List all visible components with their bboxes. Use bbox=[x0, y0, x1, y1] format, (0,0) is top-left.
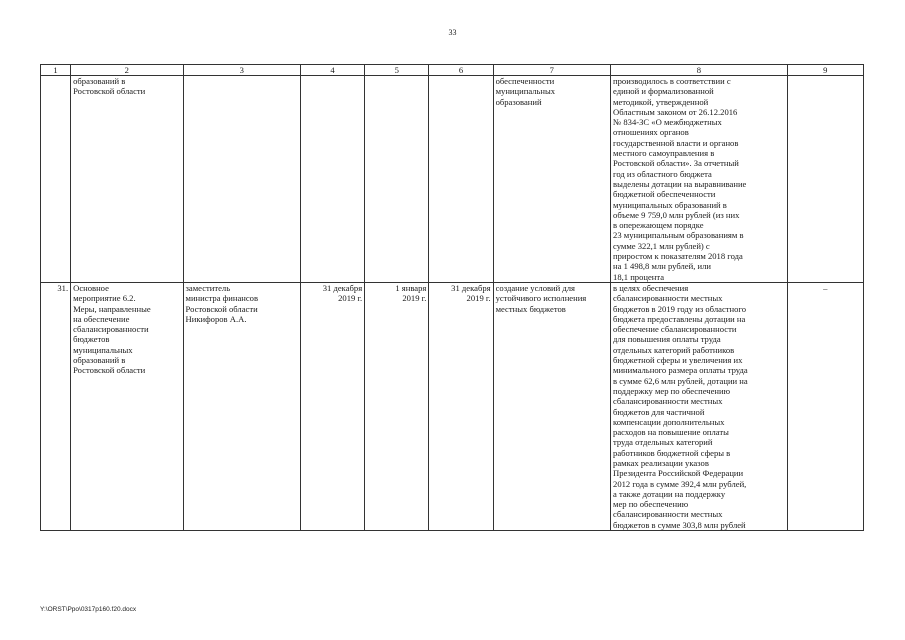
text-line: расходов на повышение оплаты bbox=[613, 427, 729, 438]
text-line: труда отдельных категорий bbox=[613, 437, 713, 448]
text-line: отдельных категорий работников bbox=[613, 344, 735, 355]
text-line: Президента Российской Федерации bbox=[613, 468, 744, 479]
column-header: 2 bbox=[71, 65, 183, 76]
column-header: 4 bbox=[300, 65, 364, 76]
text-line: сбалансированности местных bbox=[613, 396, 723, 407]
text-line: образований в bbox=[73, 76, 126, 86]
column-header: 3 bbox=[183, 65, 300, 76]
text-line: 2019 г. bbox=[402, 293, 427, 304]
column-header: 8 bbox=[611, 65, 788, 76]
text-line: бюджета предоставлены дотации на bbox=[613, 313, 746, 324]
cell-date-start bbox=[365, 76, 429, 283]
text-line: муниципальных bbox=[495, 86, 556, 97]
text-line: работников бюджетной сферы в bbox=[613, 447, 731, 458]
cell-expected-result bbox=[493, 76, 610, 283]
text-line: Основное bbox=[73, 282, 109, 293]
text-line: 31 декабря bbox=[322, 282, 363, 293]
text-line: местных бюджетов bbox=[495, 303, 566, 314]
text-line: бюджетов в сумме 303,8 млн рублей bbox=[613, 519, 746, 530]
text-line: в опережающем порядке bbox=[613, 220, 704, 231]
text-line: единой и формализованной bbox=[613, 86, 714, 97]
text-line: 31 декабря bbox=[451, 282, 491, 293]
text-line: Никифоров А.А. bbox=[185, 313, 247, 324]
cell-activity-name bbox=[71, 76, 183, 283]
text-line: в сумме 62,6 млн рублей, дотации на bbox=[613, 375, 748, 386]
report-table bbox=[40, 64, 864, 531]
text-line: бюджетов bbox=[73, 334, 110, 345]
text-line: мероприятие 6.2. bbox=[73, 293, 136, 304]
text-line: устойчивого исполнения bbox=[495, 293, 587, 304]
text-line: сумме 322,1 млн рублей) с bbox=[613, 240, 710, 251]
text-line: заместитель bbox=[185, 282, 231, 293]
text-line: бюджетов для частичной bbox=[613, 406, 705, 417]
column-header: 9 bbox=[787, 65, 863, 76]
text-line: 1 января bbox=[395, 282, 427, 293]
text-line: министра финансов bbox=[185, 293, 259, 304]
text-line: 2012 года в сумме 392,4 млн рублей, bbox=[613, 478, 747, 489]
text-line: для повышения оплаты труда bbox=[613, 334, 721, 345]
cell-responsible bbox=[183, 282, 300, 530]
text-line: бюджетной сферы и увеличения их bbox=[613, 355, 743, 366]
text-line: выделены дотации на выравнивание bbox=[613, 178, 747, 189]
cell-date-end bbox=[429, 76, 493, 283]
cell-note bbox=[787, 76, 863, 283]
text-line: образований в bbox=[73, 355, 126, 366]
text-line: производилось в соответствии с bbox=[613, 76, 731, 86]
text-line: приростом к показателям 2018 года bbox=[613, 251, 743, 262]
text-line: 18,1 процента bbox=[613, 271, 665, 282]
text-line: год из областного бюджета bbox=[613, 168, 712, 179]
text-line: в целях обеспечения bbox=[613, 282, 689, 293]
text-line: № 834-ЗС «О межбюджетных bbox=[613, 117, 722, 128]
text-line: бюджетов в 2019 году из областного bbox=[613, 303, 747, 314]
cell-date-plan bbox=[300, 282, 364, 530]
text-line: 2019 г. bbox=[338, 293, 363, 304]
text-line: муниципальных образований в bbox=[613, 199, 727, 210]
text-line: объеме 9 759,0 млн рублей (из них bbox=[613, 209, 740, 220]
text-line: сбалансированности местных bbox=[613, 293, 723, 304]
text-line: Ростовской области bbox=[73, 86, 146, 97]
column-header: 1 bbox=[41, 65, 71, 76]
cell-date-end bbox=[429, 282, 493, 530]
text-line: 23 муниципальным образованиям в bbox=[613, 230, 744, 241]
text-line: местного самоуправления в bbox=[613, 148, 715, 159]
table-row bbox=[41, 76, 864, 283]
text-line: рамках реализации указов bbox=[613, 457, 709, 468]
cell-actual-result bbox=[611, 282, 788, 530]
text-line: сбалансированности bbox=[73, 324, 149, 335]
cell-number bbox=[41, 76, 71, 283]
footer-file-path: Y:\ORST\Ppo\0317p160.f20.docx bbox=[40, 606, 137, 613]
text-line: Ростовской области». За отчетный bbox=[613, 158, 739, 169]
header-row bbox=[41, 65, 864, 76]
text-line: Меры, направленные bbox=[73, 303, 151, 314]
table-row bbox=[41, 282, 864, 530]
page-number: 33 bbox=[448, 28, 457, 37]
column-header: 6 bbox=[429, 65, 493, 76]
text-line: государственной власти и органов bbox=[613, 137, 739, 148]
cell-date-plan bbox=[300, 76, 364, 283]
column-header: 5 bbox=[365, 65, 429, 76]
text-line: обеспечение сбалансированности bbox=[613, 324, 737, 335]
text-line: обеспеченности bbox=[495, 76, 555, 86]
text-line: отношениях органов bbox=[613, 127, 689, 138]
text-line: на обеспечение bbox=[73, 313, 130, 324]
text-line: компенсации дополнительных bbox=[613, 416, 725, 427]
cell-expected-result bbox=[493, 282, 610, 530]
column-header: 7 bbox=[493, 65, 610, 76]
cell-number: 31. bbox=[41, 282, 71, 530]
text-line: сбалансированности местных bbox=[613, 509, 723, 520]
text-line: а также дотации на поддержку bbox=[613, 488, 726, 499]
text-line: бюджетной обеспеченности bbox=[613, 189, 716, 200]
cell-note: – bbox=[787, 282, 863, 530]
text-line: минимального размера оплаты труда bbox=[613, 365, 748, 376]
cell-responsible bbox=[183, 76, 300, 283]
cell-actual-result bbox=[611, 76, 788, 283]
cell-date-start bbox=[365, 282, 429, 530]
text-line: образований bbox=[495, 96, 542, 107]
text-line: муниципальных bbox=[73, 344, 133, 355]
text-line: мер по обеспечению bbox=[613, 499, 689, 510]
text-line: Ростовской области bbox=[185, 303, 258, 314]
text-line: 2019 г. bbox=[466, 293, 491, 304]
cell-activity-name bbox=[71, 282, 183, 530]
text-line: Областным законом от 26.12.2016 bbox=[613, 106, 738, 117]
text-line: поддержку мер по обеспечению bbox=[613, 385, 731, 396]
text-line: создание условий для bbox=[495, 282, 576, 293]
text-line: Ростовской области bbox=[73, 365, 146, 376]
text-line: методикой, утвержденной bbox=[613, 96, 709, 107]
text-line: на 1 498,8 млн рублей, или bbox=[613, 261, 711, 272]
